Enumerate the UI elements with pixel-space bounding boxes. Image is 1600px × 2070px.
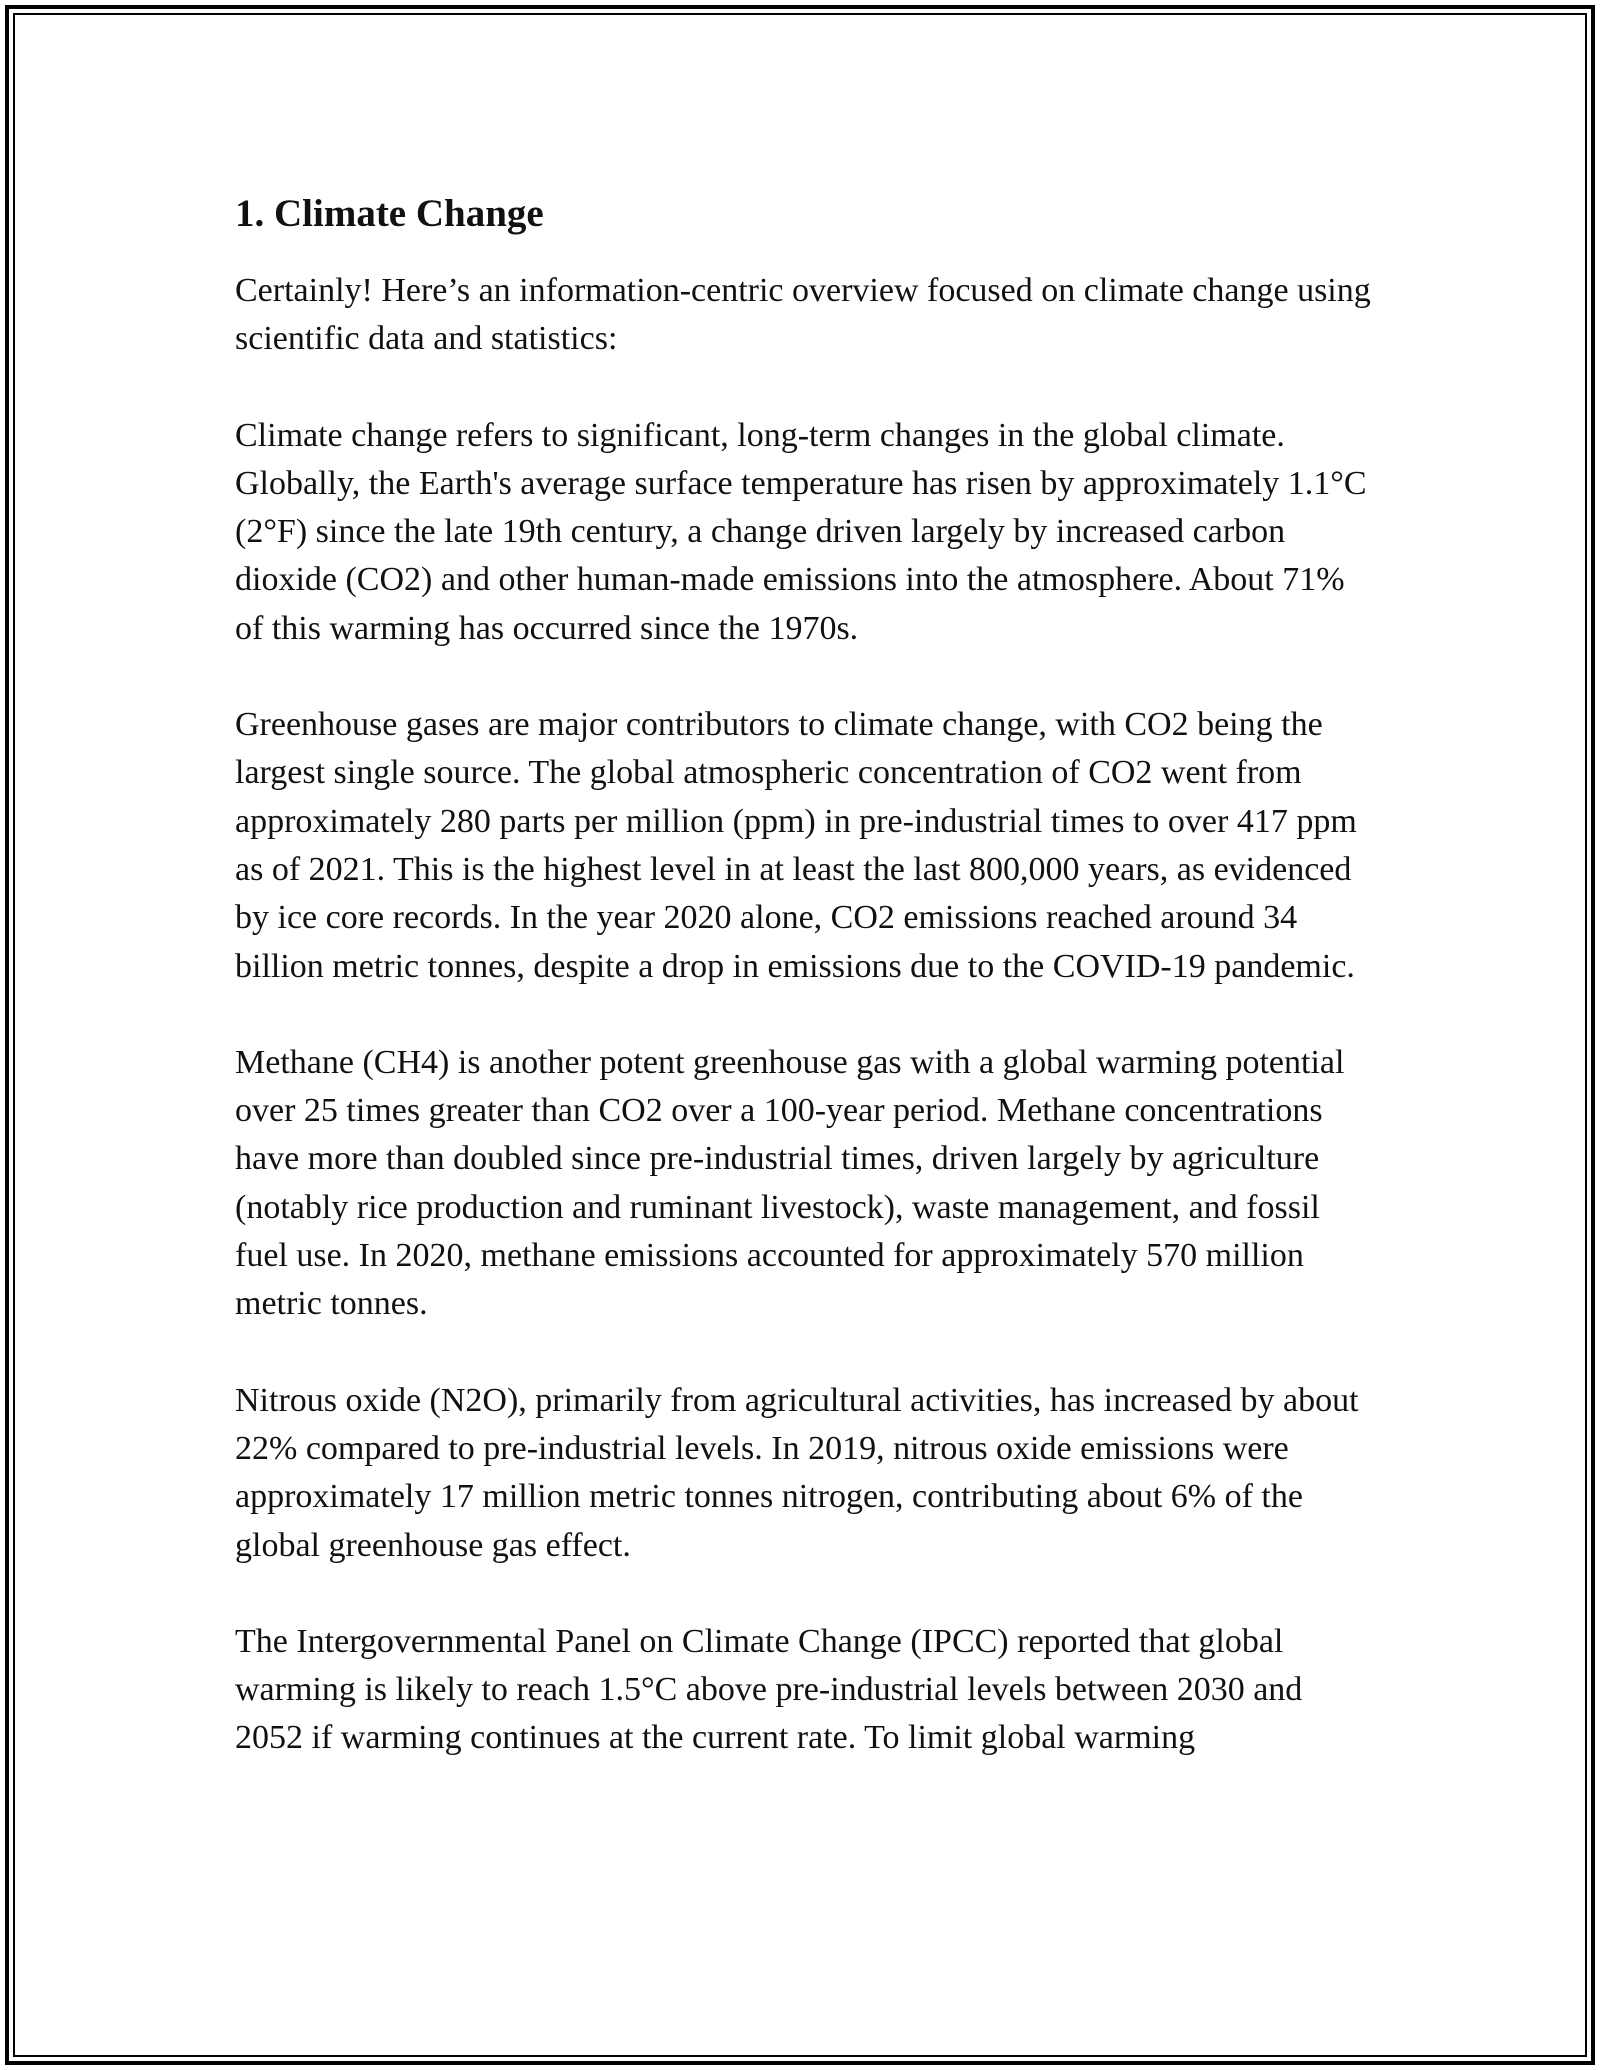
methane-paragraph: Methane (CH4) is another potent greenhouse gas with a global warming potential over 25 times greater than CO2 over a 100-year period. Methane concentrations have more than doubled since pre-industrial times, driven largely by agriculture (notably rice production and ruminant livestock), waste management, and fossil fuel use. In 2020, methane emissions accounted for approximately 570 million metric tonnes. xyxy=(235,1043,1345,1323)
nitrous-oxide-paragraph: Nitrous oxide (N2O), primarily from agricultural activities, has increased by about 22% compared to pre-industrial levels. In 2019, nitrous oxide emissions were approximately 17 million metric tonnes nitrogen, contributing about 6% of the global greenhouse gas effect. xyxy=(235,1381,1359,1564)
section-heading: 1. Climate Change xyxy=(235,192,544,235)
climate-change-definition-paragraph: Climate change refers to significant, long-term changes in the global climate. Globally, the Earth's average surface temperature has risen by approximately 1.1°C (2°F) since the late 19th century, a change driven largely by increased carbon dioxide (CO2) and other human-made emissions into the atmosphere. About 71% of this warming has occurred since the 1970s. xyxy=(235,416,1367,647)
intro-paragraph: Certainly! Here’s an information-centric overview focused on climate change using scientific data and statistics: xyxy=(235,272,1371,358)
ipcc-paragraph: The Intergovernmental Panel on Climate Change (IPCC) reported that global warming is likely to reach 1.5°C above pre-industrial levels between 2030 and 2052 if warming continues at the current rate. To limit global warming xyxy=(235,1622,1303,1757)
document-body xyxy=(235,188,1375,1811)
co2-paragraph: Greenhouse gases are major contributors to climate change, with CO2 being the largest single source. The global atmospheric concentration of CO2 went from approximately 280 parts per million (ppm) in pre-industrial times to over 417 ppm as of 2021. This is the highest level in at least the last 800,000 years, as evidenced by ice core records. In the year 2020 alone, CO2 emissions reached around 34 billion metric tonnes, despite a drop in emissions due to the COVID-19 pandemic. xyxy=(235,706,1357,985)
